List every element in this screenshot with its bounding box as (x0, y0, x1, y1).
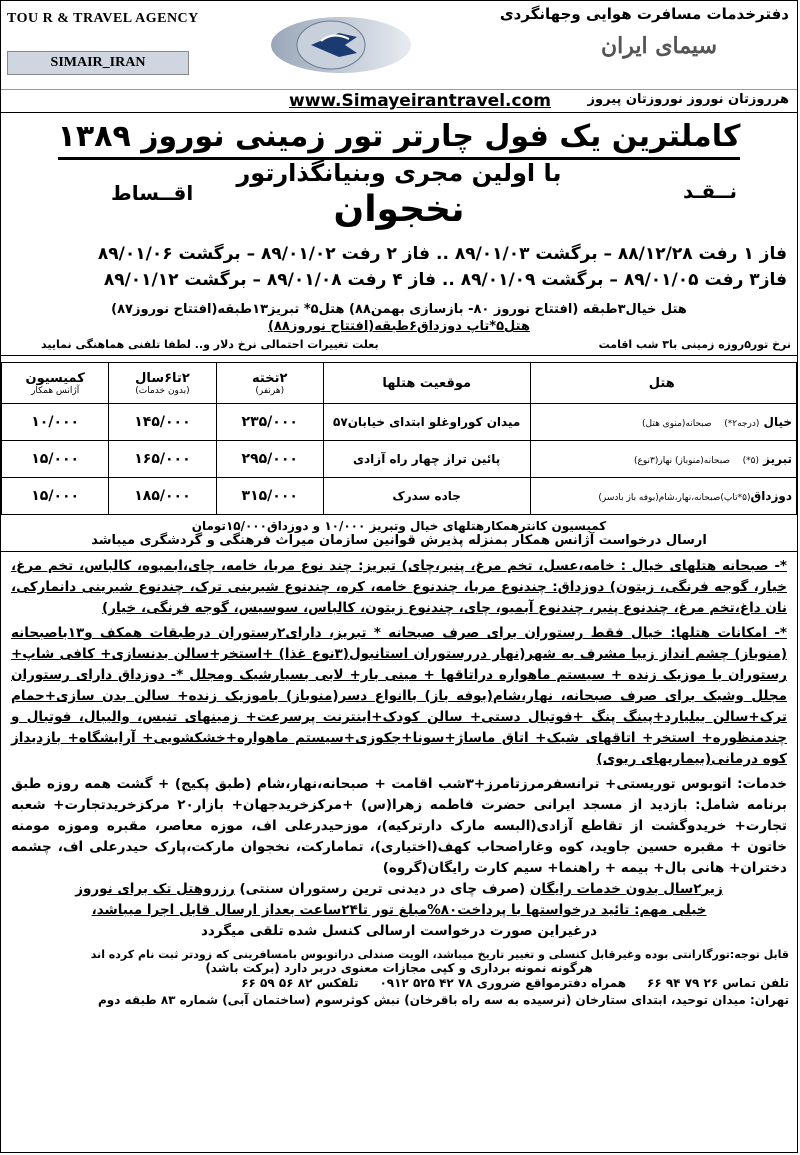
hotel-cell: دوزداق(۵*تاپ)صبحانه،نهار،شام(بوفه باز بادسر) (530, 478, 797, 515)
hotel-info-line: هتل خیال۳طبقه (افتتاح نوروز ۸۰- بازسازی بهمن۸۸) هتل۵* تبریز۱۳طبقه(افتتاح نوروز۸۷) (111, 302, 687, 317)
double-price-cell: ۳۱۵/۰۰۰ (216, 478, 323, 515)
important-note: خیلی مهم: تائید درخواستها با پرداخت۸۰%مبلغ تور تا۲۴ساعت بعداز ارسال قابل اجرا میباشد، (91, 902, 707, 918)
location-cell: پائین تراز چهار راه آزادی (323, 441, 530, 478)
contact-block (1, 975, 797, 1009)
hotel-info-line: هتل۵*تاپ دوزداق۶طبقه(افتتاح نوروز۸۸) (268, 319, 530, 334)
table-row (2, 441, 797, 478)
commission-cell: ۱۵/۰۰۰ (2, 441, 109, 478)
brand-name-fa: سیمای ایران (600, 33, 717, 59)
installment-label: اقــساط (111, 181, 194, 205)
sub-title: با اولین مجری وبنیانگذارتور (236, 159, 562, 187)
address: تهران: میدان توحید، ابتدای ستارخان (نرسیده به سه راه باقرخان) نبش کوثرسوم (ساختمان آبی) شماره ۸۳ طبقه دوم (97, 993, 789, 1007)
special-line (1, 879, 797, 900)
child-price-cell: ۱۶۵/۰۰۰ (109, 441, 216, 478)
col-location: موقعیت هتلها (323, 363, 530, 404)
website-link[interactable]: www.Simayeirantravel.com (289, 91, 551, 111)
child-price-cell: ۱۸۵/۰۰۰ (109, 478, 216, 515)
special-notes (1, 879, 797, 942)
rate-note-warning: بعلت تغییرات احتمالی نرخ دلار و.. لطفا تلفنی هماهنگی نمایید (41, 338, 379, 351)
agency-name-fa: دفترخدمات مسافرت هوایی وجهانگردی (499, 5, 789, 23)
table-row (2, 478, 797, 515)
table-header-row (2, 363, 797, 404)
free-child-note: زیر۲سال بدون خدمات رایگان (529, 881, 723, 897)
tea-note: (صرف چای در دیدنی ترین رستوران سنتی) (239, 881, 526, 897)
col-hotel: هتل (530, 363, 797, 404)
facilities-section (1, 623, 797, 770)
agency-name-en: TOU R & TRAVEL AGENCY (7, 11, 199, 26)
guarantee-note: قابل توجه:تورگارانتی بوده وغیرقابل کنسلی و تغییر تاریخ میباشد، الویت صندلی دراتوبوس بامسافرینی که زودتر ثبت نام کرده اند (90, 948, 789, 961)
child-price-cell: ۱۴۵/۰۰۰ (109, 404, 216, 441)
commission-note: کمیسیون کانترهمکارهتلهای خیال وتبریز ۱۰/۰۰۰ و دوزداق۱۵/۰۰۰تومان (191, 519, 607, 533)
destination-title: نخجوان (333, 189, 465, 230)
hotel-info (1, 301, 797, 335)
commission-cell: ۱۰/۰۰۰ (2, 404, 109, 441)
services-section (1, 774, 797, 879)
double-price-cell: ۲۳۵/۰۰۰ (216, 404, 323, 441)
reserve-note: رزروهتل تک برای نوروز (75, 881, 235, 897)
price-table (1, 362, 797, 515)
location-cell: میدان کوراوغلو ابتدای خیابان۵۷ (323, 404, 530, 441)
cash-label: نــقـد (683, 179, 737, 203)
double-price-cell: ۲۹۵/۰۰۰ (216, 441, 323, 478)
breakfast-text: *- صبحانه هتلهای خیال : خامه،عسل، تخم مرغ، پنیر،چای) تبریز: چند نوع مربا، خامه، چای،ابمیوه، کالباس، تخم مرغ، خیار، گوجه فرنگی، زیتون) دوزداق: چندنوع مربا، چندنوع خامه، کره، چندنوع شیرینی ترک، چندنوع شیرینی دانمارکی، نان داغ،تخم مرغ، چندنوع پنیر، چندنوع آبمیو، چای، چندنوع زیتون، کالباس، سوسیس، گوجه فرنگی، خیار) (11, 558, 787, 616)
main-title: کاملترین یک فول چارتر تور زمینی نوروز ۱۳۸۹ (1, 117, 797, 157)
contact-numbers (9, 975, 789, 992)
destination-row (1, 179, 797, 241)
facilities-text: *- امکانات هتلها: خیال فقط رستوران برای صرف صبحانه * تبریز، دارای۲رستوران درطبقات همکف و۱۳باصبحانه (منوباز) چشم انداز زیبا مشرف به شهر(نهار دررستوران استانبول(۳نوع غذا) +استخر+سالن بدنسازی+ کافی شاپ+ رستوران با موزیک زنده + سیستم ماهواره دراتاقها + مینی بار+ لابی بسیارشیک ومجلل *- دوزداق دارای رستوران مجلل وشیک برای صرف صبحانه، نهار،شام(بوفه باز) باانواع دسر(منوباز) باموزیک زنده+ سالن بدن سازی+حمام ترک+سالن بیلیارد+پینگ پنگ +فوتبال دستی+ سالن کودک+اینترنت پرسرعت+ زمینهای تنیس، والیبال، فوتبال و چندمنظوره+ استخر+ اتاقهای شیک+ اتاق ماساژ+سونا+جکوزی+سیستم ماهواره+خشکشویی+ آرایشگاه+ بازدیداز کوه درمانی(بیماریهای ریوی) (11, 625, 788, 767)
brand-en-box: SIMAIR_IRAN (7, 51, 189, 75)
plane-globe-icon (261, 11, 491, 77)
fax-number: تلفکس ۸۲ ۵۶ ۵۹ ۶۶ (241, 976, 359, 990)
copyright-note: هرگونه نمونه برداری و کپی مجازات معنوی دربر دارد (برکت باشد) (205, 961, 593, 975)
commission-cell: ۱۵/۰۰۰ (2, 478, 109, 515)
phone-number: تلفن تماس ۲۶ ۷۹ ۹۴ ۶۶ (647, 976, 789, 990)
col-commission: کمیسیون آژانس همکار (2, 363, 109, 404)
request-note: ارسال درخواست آژانس همکار بمنزله پذیرش قوانین سازمان میراث فرهنگی و گردشگری میباشد (1, 533, 797, 552)
col-double: ۲تخته (هرنفر) (216, 363, 323, 404)
hotel-cell: خیال (درجه۲*) صبحانه(منوی هتل) (530, 404, 797, 441)
mobile-number: همراه دفترمواقع ضروری ۷۸ ۴۲ ۵۲۵ ۰۹۱۲ (379, 976, 627, 990)
phase-line-1: فاز ۱ رفت ۸۸/۱۲/۲۸ – برگشت ۸۹/۰۱/۰۳ .. فاز ۲ رفت ۸۹/۰۱/۰۲ – برگشت ۸۹/۰۱/۰۶ (97, 244, 787, 264)
tagline: هرروزتان نوروز نوروزتان پیروز (587, 92, 789, 107)
col-child: ۲تا۶سال (بدون خدمات) (109, 363, 216, 404)
important-note-2: درغیراین صورت درخواست ارسالی کنسل شده تلقی میگردد (200, 923, 598, 939)
table-row (2, 404, 797, 441)
rate-note (1, 335, 797, 356)
header (1, 1, 797, 90)
rate-note-duration: نرخ تور۵روزه زمینی با۳ شب اقامت (598, 338, 791, 351)
phase-line-2: فاز۳ رفت ۸۹/۰۱/۰۵ – برگشت ۸۹/۰۱/۰۹ .. فاز ۴ رفت ۸۹/۰۱/۰۸ – برگشت ۸۹/۰۱/۱۲ (103, 270, 787, 290)
hotel-cell: تبریز (۵*) صبحانه(منوباز) نهار(۳نوع) (530, 441, 797, 478)
location-cell: جاده سدرک (323, 478, 530, 515)
breakfast-section (1, 556, 797, 619)
website-line (1, 90, 797, 113)
services-text: خدمات: اتوبوس توریستی+ ترانسفرمرزتامرز+۳شب اقامت + صبحانه،نهار،شام (طبق پکیج) + گشت همه روزه طبق برنامه شامل: بازدید از مسجد ایرانی حضرت فاطمه زهرا(س) +مرکزخریدجهان+ بازار۲۰ مرکزخریدتجارت+ شعبه تجارت+ خریدوگشت از تقاطع آزادی(البسه مارک دارترکیه)، موزحیدرعلی اف، موزه معاصر، مقبره وموزه مومنه خاتون + مقبره حسین جاوید، کوه وغاراصحاب کهف(اختیاری)، تمامارکت، نخجوان مارکت،پارک حیدرعلی اف، چشمه دختران+ هانی بال+ بیمه + راهنما+ سیم کارت رایگان(گروه) (11, 776, 787, 876)
